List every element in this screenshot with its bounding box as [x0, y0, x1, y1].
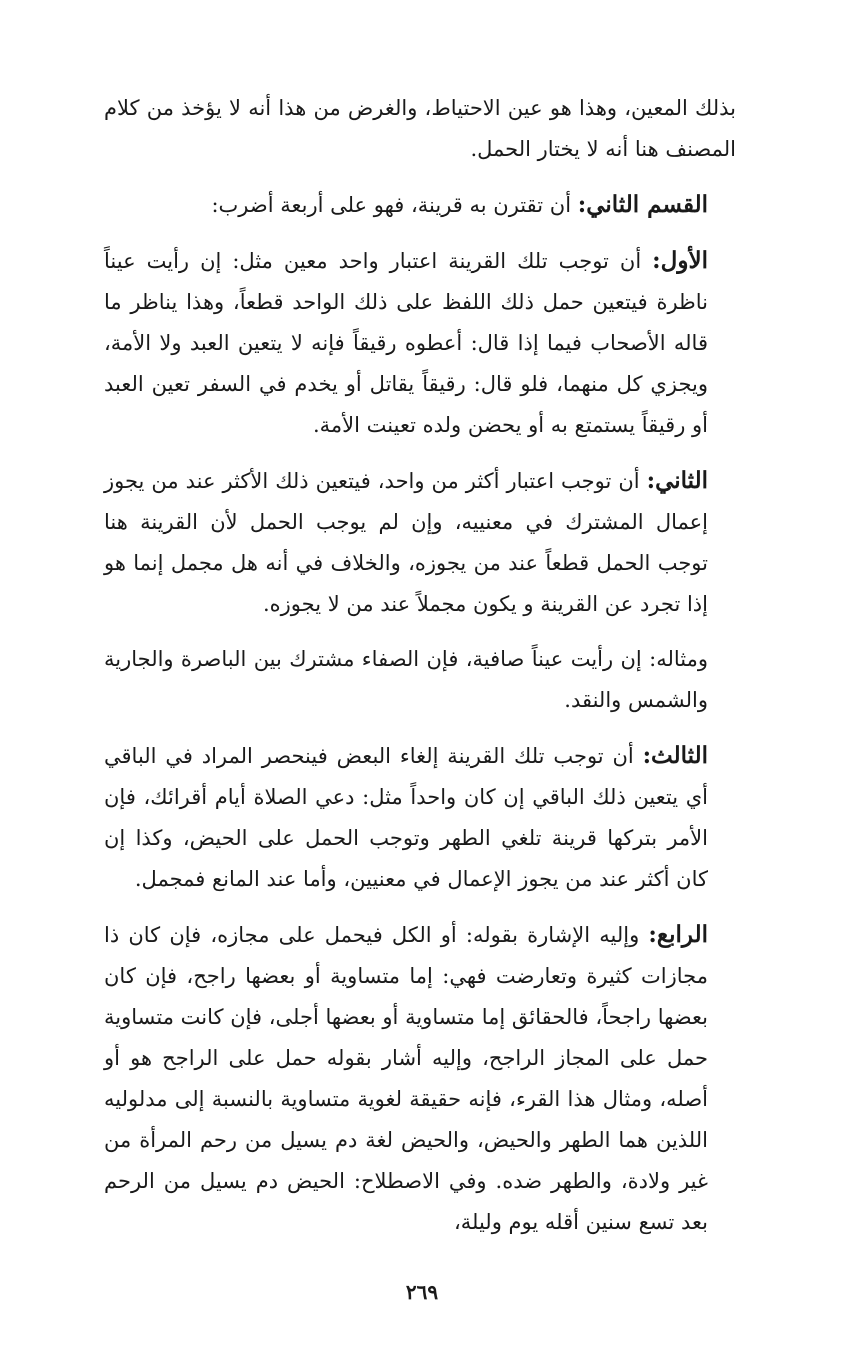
paragraph-text: بذلك المعين، وهذا هو عين الاحتياط، والغرض من هذا أنه لا يؤخذ من كلام المصنف هنا أنه لا يختار الحمل. — [104, 96, 736, 161]
paragraph-third-type — [104, 735, 736, 900]
page-number: ٢٦٩ — [405, 1280, 439, 1304]
type-heading-second: الثاني: — [646, 467, 708, 494]
paragraph-first-type — [104, 240, 736, 446]
paragraph-text: أن توجب تلك القرينة إلغاء البعض فينحصر المراد في الباقي أي يتعين ذلك الباقي إن كان واحداً مثل: دعي الصلاة أيام أقرائك، فإن الأمر بتركها قرينة تلغي الطهر وتوجب الحمل على الحيض، وكذا إن كان أكثر عند من يجوز الإعمال في معنيين، وأما عند المانع فمجمل. — [104, 744, 708, 891]
type-heading-third: الثالث: — [642, 742, 708, 769]
type-heading-first: الأول: — [652, 247, 708, 274]
paragraph-continuation — [104, 88, 736, 170]
type-heading-fourth: الرابع: — [648, 921, 708, 948]
paragraph-text: ومثاله: إن رأيت عيناً صافية، فإن الصفاء مشترك بين الباصرة والجارية والشمس والنقد. — [104, 647, 708, 712]
paragraph-second-type — [104, 460, 736, 625]
document-page — [104, 88, 736, 1257]
paragraph-text: أن توجب تلك القرينة اعتبار واحد معين مثل: إن رأيت عيناً ناظرة فيتعين حمل ذلك اللفظ على ذلك الواحد قطعاً، وهذا يناظر ما قاله الأصحاب فيما إذا قال: أعطوه رقيقاً فإنه لا يتعين العبد ولا الأمة، ويجزي كل منهما، فلو قال: رقيقاً يقاتل أو يخدم في السفر تعين العبد أو رقيقاً يستمتع به أو يحضن ولده تعينت الأمة. — [104, 249, 708, 437]
paragraph-text: أن توجب اعتبار أكثر من واحد، فيتعين ذلك الأكثر عند من يجوز إعمال المشترك في معنييه، وإن لم يوجب الحمل لأن القرينة هنا توجب الحمل قطعاً عند من يجوزه، والخلاف في أنه هل مجمل إنما هو إذا تجرد عن القرينة و يكون مجملاً عند من لا يجوزه. — [104, 469, 708, 616]
paragraph-example — [104, 639, 736, 721]
paragraph-text: أن تقترن به قرينة، فهو على أربعة أضرب: — [211, 193, 578, 217]
paragraph-section-two — [104, 184, 736, 226]
paragraph-fourth-type — [104, 914, 736, 1243]
section-heading: القسم الثاني: — [577, 191, 708, 218]
paragraph-text: وإليه الإشارة بقوله: أو الكل فيحمل على مجازه، فإن كان ذا مجازات كثيرة وتعارضت فهي: إما متساوية أو بعضها راجح، فإن كان بعضها راجحاً، فالحقائق إما متساوية أو بعضها أجلى، فإن كانت متساوية حمل على المجاز الراجح، وإليه أشار بقوله حمل على الراجح هو أو أصله، ومثال هذا القرء، فإنه حقيقة لغوية متساوية بالنسبة إلى مدلوليه اللذين هما الطهر والحيض، والحيض لغة دم يسيل من رحم المرأة من غير ولادة، والطهر ضده. وفي الاصطلاح: الحيض دم يسيل من الرحم بعد تسع سنين أقله يوم وليلة، — [104, 923, 708, 1234]
